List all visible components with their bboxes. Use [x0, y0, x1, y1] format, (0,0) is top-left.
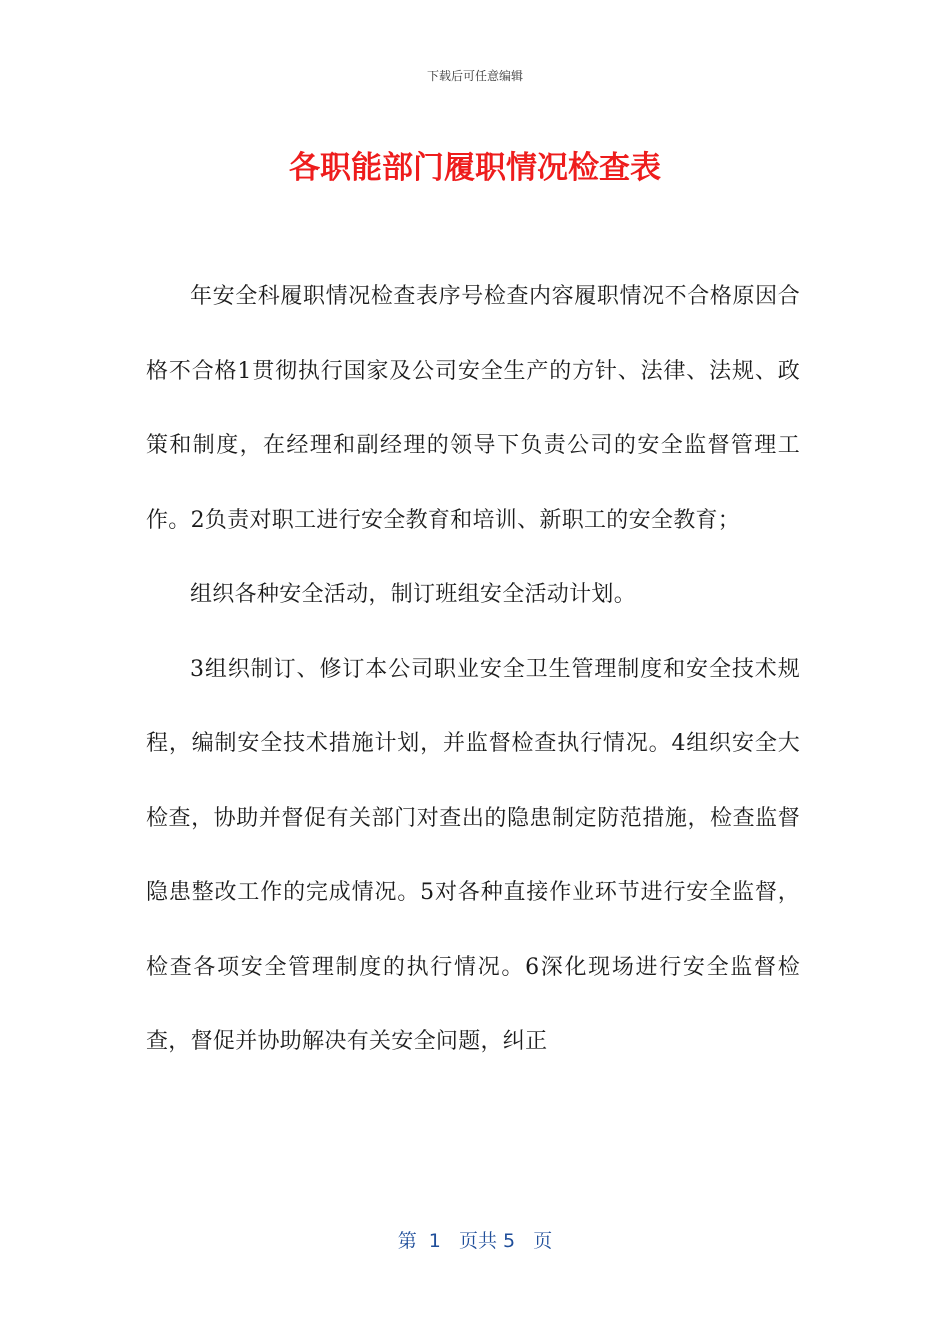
page-title: 各职能部门履职情况检查表 — [289, 150, 661, 186]
page-number-footer: 第 1 页共 5 页 — [397, 1230, 553, 1252]
paragraph: 组织各种安全活动，制订班组安全活动计划。 — [190, 582, 637, 607]
header-note: 下载后可任意编辑 — [426, 69, 523, 83]
paragraph: 年安全科履职情况检查表序号检查内容履职情况不合格原因合格不合格1贯彻执行国家及公司安全生产的方针、法律、法规、政策和制度，在经理和副经理的领导下负责公司的安全监督管理工作。2负责对职工进行安全教育和培训、新职工的安全教育； — [146, 284, 800, 533]
document-body — [146, 260, 800, 1080]
paragraph: 3组织制订、修订本公司职业安全卫生管理制度和安全技术规程，编制安全技术措施计划，并监督检查执行情况。4组织安全大检查，协助并督促有关部门对查出的隐患制定防范措施，检查监督隐患整改工作的完成情况。5对各种直接作业环节进行安全监督，检查各项安全管理制度的执行情况。6深化现场进行安全监督检查，督促并协助解决有关安全问题，纠正 — [146, 656, 800, 1054]
